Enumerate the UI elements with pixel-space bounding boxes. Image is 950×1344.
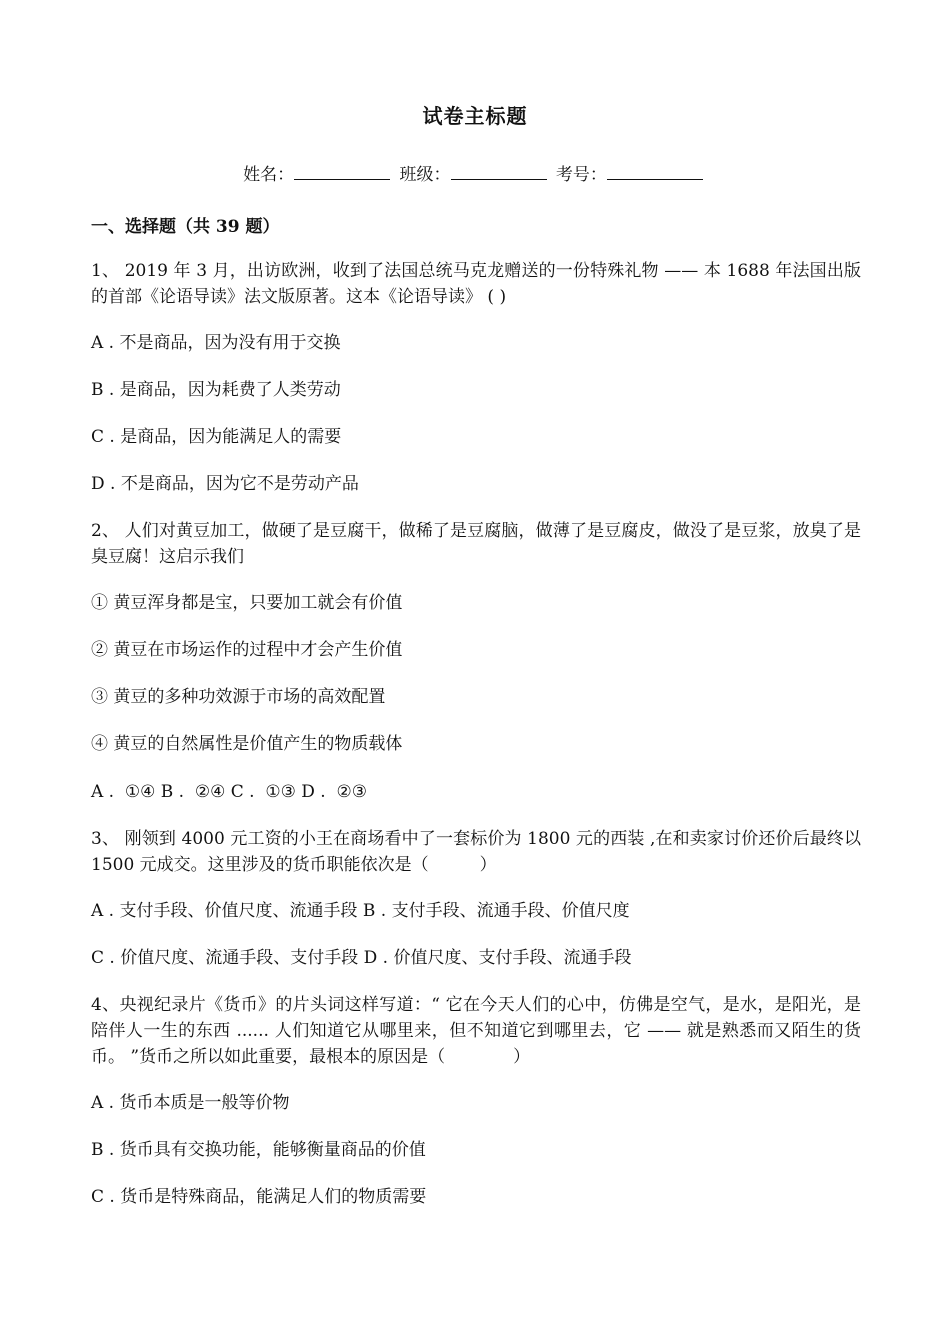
page-title: 试卷主标题 [422, 104, 528, 128]
question-1-option-c: C . 是商品，因为能满足人的需要 [91, 427, 342, 447]
exam-no-label: 考号： [555, 165, 607, 185]
question-4-option-b: B . 货币具有交换功能，能够衡量商品的价值 [91, 1140, 426, 1160]
question-2-statement-4: ④ 黄豆的自然属性是价值产生的物质载体 [91, 734, 403, 754]
question-1-text: 1、 2019 年 3 月，出访欧洲，收到了法国总统马克龙赠送的一份特殊礼物 —— 本 1688 年法国出版的首部《论语导读》法文版原著。这本《论语导读》 ( ) [91, 261, 861, 307]
question-2-statement-1: ① 黄豆浑身都是宝，只要加工就会有价值 [91, 593, 403, 613]
question-2-choices: A . ①④ B . ②④ C . ①③ D . ②③ [91, 782, 368, 802]
question-3-options-ab: A . 支付手段、价值尺度、流通手段 B . 支付手段、流通手段、价值尺度 [91, 901, 630, 921]
question-1-option-d: D . 不是商品，因为它不是劳动产品 [91, 474, 359, 494]
name-label: 姓名： [243, 165, 295, 185]
question-1-option-b: B . 是商品，因为耗费了人类劳动 [91, 380, 341, 400]
student-info-line [0, 160, 950, 185]
class-label: 班级： [399, 165, 451, 185]
question-3-options-cd: C . 价值尺度、流通手段、支付手段 D . 价值尺度、支付手段、流通手段 [91, 948, 632, 968]
section-title: 一、选择题（共 39 题） [91, 217, 280, 237]
question-2-statement-3: ③ 黄豆的多种功效源于市场的高效配置 [91, 687, 386, 707]
question-4-text: 4、央视纪录片《货币》的片头词这样写道：“ 它在今天人们的心中，仿佛是空气，是水，是阳光，是陪伴人一生的东西 ...... 人们知道它从哪里来，但不知道它到哪里去，它 —— 就是熟悉而又陌生的货币。 ”货币之所以如此重要，最根本的原因是（ ） [91, 995, 861, 1067]
question-3-text: 3、 刚领到 4000 元工资的小王在商场看中了一套标价为 1800 元的西装 ,在和卖家讨价还价后最终以 1500 元成交。这里涉及的货币职能依次是（ ） [91, 829, 861, 875]
question-4-option-a: A . 货币本质是一般等价物 [91, 1093, 290, 1113]
question-2-text: 2、 人们对黄豆加工，做硬了是豆腐干，做稀了是豆腐脑，做薄了是豆腐皮，做没了是豆浆，放臭了是臭豆腐！这启示我们 [91, 521, 861, 567]
question-1-option-a: A . 不是商品，因为没有用于交换 [91, 333, 341, 353]
exam-no-blank[interactable] [607, 165, 703, 180]
question-2-statement-2: ② 黄豆在市场运作的过程中才会产生价值 [91, 640, 403, 660]
name-blank[interactable] [294, 165, 390, 180]
class-blank[interactable] [451, 165, 547, 180]
question-4-option-c: C . 货币是特殊商品，能满足人们的物质需要 [91, 1187, 427, 1207]
